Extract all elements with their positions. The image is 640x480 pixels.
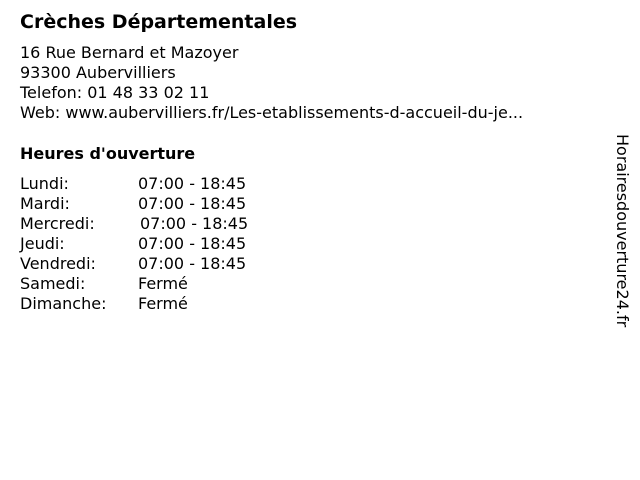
hours-row-wednesday [20, 214, 320, 234]
site-watermark [610, 134, 634, 374]
day-label: Lundi: [20, 174, 69, 193]
hours-value: Fermé [138, 294, 188, 313]
site-watermark-text: Horairesdouverture24.fr [613, 134, 632, 328]
phone-line: Telefon: 01 48 33 02 11 [20, 83, 210, 102]
day-label: Jeudi: [20, 234, 65, 253]
hours-row-tuesday [20, 194, 320, 214]
day-label: Dimanche: [20, 294, 107, 313]
hours-row-monday [20, 174, 320, 194]
hours-row-friday [20, 254, 320, 274]
hours-value: 07:00 - 18:45 [140, 214, 249, 233]
hours-value: 07:00 - 18:45 [138, 194, 247, 213]
address-block [20, 43, 523, 123]
hours-value: 07:00 - 18:45 [138, 234, 247, 253]
hours-value: 07:00 - 18:45 [138, 174, 247, 193]
hours-row-saturday [20, 274, 320, 294]
hours-row-thursday [20, 234, 320, 254]
hours-row-sunday [20, 294, 320, 314]
day-label: Vendredi: [20, 254, 96, 273]
day-label: Mercredi: [20, 214, 95, 233]
web-line[interactable] [20, 103, 523, 123]
hours-heading: Heures d'ouverture [20, 144, 196, 163]
day-label: Samedi: [20, 274, 86, 293]
opening-hours-table [20, 174, 320, 314]
city-line: 93300 Aubervilliers [20, 63, 176, 82]
hours-value: 07:00 - 18:45 [138, 254, 247, 273]
street-address: 16 Rue Bernard et Mazoyer [20, 43, 239, 62]
business-title: Crèches Départementales [20, 11, 298, 33]
hours-value: Fermé [138, 274, 188, 293]
website-link[interactable]: Web: www.aubervilliers.fr/Les-etablissements-d-accueil-du-je... [20, 103, 524, 122]
day-label: Mardi: [20, 194, 70, 213]
